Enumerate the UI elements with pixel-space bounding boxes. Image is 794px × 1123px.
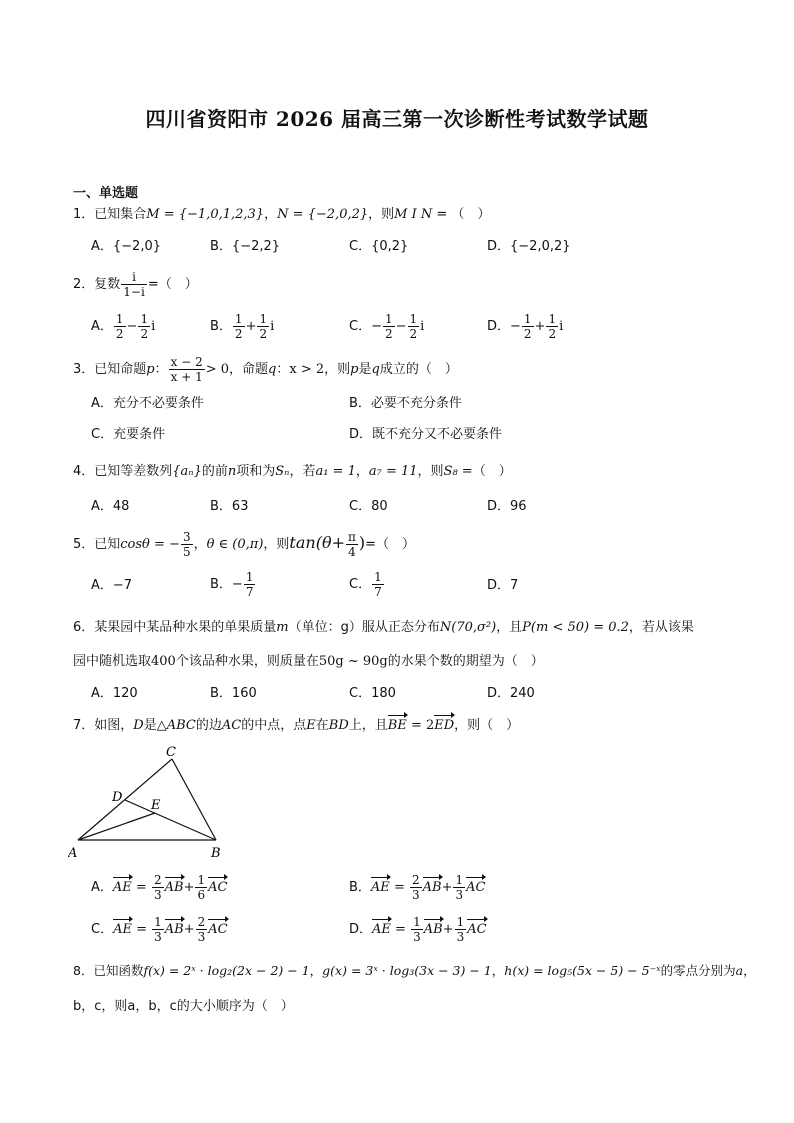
q2d-n1: 1 bbox=[523, 312, 532, 326]
q4-t2: 项和为 bbox=[236, 464, 276, 479]
q8-g: g(x) = 3ˣ · log₃(3x − 3) − 1 bbox=[322, 963, 492, 978]
q4-sn: Sₙ bbox=[275, 464, 290, 479]
q5b-prefix: B．− bbox=[210, 577, 243, 592]
question-8-line-1 bbox=[73, 962, 756, 980]
q2c-op: − bbox=[395, 319, 407, 334]
q2d-suffix: i bbox=[559, 319, 564, 334]
q7c-op: + bbox=[183, 922, 195, 937]
q2b-prefix: B． bbox=[210, 319, 232, 334]
q6-line1c: ，且 bbox=[496, 620, 523, 635]
q7a-prefix: A． bbox=[91, 880, 113, 895]
q7b-op: + bbox=[441, 880, 453, 895]
q3-option-d[interactable]: D．既不充分又不必要条件 bbox=[349, 427, 503, 442]
q7-eq-mid: = 2 bbox=[406, 718, 435, 733]
q5-option-c[interactable] bbox=[349, 570, 385, 599]
q2a-prefix: A． bbox=[91, 319, 113, 334]
segment-bd bbox=[125, 800, 216, 840]
q2b-frac1 bbox=[233, 312, 245, 341]
q7-t3: 的中点，点 bbox=[241, 718, 307, 733]
q6-option-b[interactable]: B．160 bbox=[210, 686, 257, 701]
q7b-lhs: AE bbox=[370, 880, 390, 895]
segment-ae bbox=[78, 813, 155, 840]
q4-s8: S₈ = bbox=[443, 464, 473, 479]
q7b-d1: 3 bbox=[411, 888, 420, 902]
q6-line1b: （单位：g）服从正态分布 bbox=[288, 620, 440, 635]
q3-num: x − 2 bbox=[170, 355, 203, 369]
q2c-frac1 bbox=[383, 312, 395, 341]
q6-line2a: 园中随机选取 bbox=[73, 654, 152, 669]
edge-bc bbox=[172, 759, 216, 840]
q5-option-a[interactable]: A．−7 bbox=[91, 578, 133, 593]
section-heading: 一、单选题 bbox=[73, 186, 139, 201]
q2a-frac2 bbox=[138, 312, 150, 341]
q7a-d2: 6 bbox=[197, 888, 206, 902]
q4-t3: ，若 bbox=[289, 464, 316, 479]
q6-line1a: 6．某果园中某品种水果的单果质量 bbox=[73, 620, 277, 635]
q6-range: 50g ~ 90g bbox=[318, 654, 388, 669]
q7c-n1: 1 bbox=[154, 915, 162, 929]
q2-label: 2．复数 bbox=[73, 277, 121, 292]
question-8-line-2: b，c，则a，b，c的大小顺序为（ ） bbox=[73, 999, 294, 1014]
q7d-frac1 bbox=[411, 915, 423, 944]
q7b-prefix: B． bbox=[349, 880, 371, 895]
q2c-d1: 2 bbox=[384, 327, 393, 341]
q7d-v1: AB bbox=[423, 922, 443, 937]
q7-t1: 是 bbox=[143, 718, 157, 733]
q7d-v2: AC bbox=[467, 922, 487, 937]
q2-option-a[interactable] bbox=[91, 312, 155, 341]
triangle-figure bbox=[68, 745, 238, 865]
q7a-frac1 bbox=[152, 873, 164, 902]
q2d-frac1 bbox=[522, 312, 534, 341]
q3-mid: ，命题 bbox=[229, 362, 269, 377]
q3-den: x + 1 bbox=[170, 370, 203, 384]
q8-sep1: ， bbox=[309, 963, 323, 978]
q2d-op: + bbox=[534, 319, 546, 334]
q7a-n2: 1 bbox=[197, 873, 206, 887]
q4-option-a[interactable]: A．48 bbox=[91, 499, 130, 514]
q4-label: 4．已知等差数列 bbox=[73, 464, 173, 479]
q7d-d1: 3 bbox=[413, 930, 421, 944]
q7-e: E bbox=[306, 718, 316, 733]
q2a-op: − bbox=[126, 319, 138, 334]
q3-option-b[interactable]: B．必要不充分条件 bbox=[349, 396, 462, 411]
page-title: 四川省资阳市 2026 届高三第一次诊断性考试数学试题 bbox=[145, 107, 649, 131]
q4-a7: a₇ = 11 bbox=[368, 464, 418, 479]
q5b-frac bbox=[244, 570, 256, 599]
q3-then: ，则 bbox=[324, 362, 351, 377]
q7d-frac2 bbox=[455, 915, 467, 944]
question-4 bbox=[73, 463, 512, 481]
q5-cos: cosθ = − bbox=[120, 537, 180, 552]
q4-option-c[interactable]: C．80 bbox=[349, 499, 388, 514]
q7-t2: 的边 bbox=[195, 718, 222, 733]
q7-d: D bbox=[133, 718, 144, 733]
q4-sep: ， bbox=[355, 464, 369, 479]
q5-option-b[interactable] bbox=[210, 570, 256, 599]
question-3 bbox=[73, 355, 458, 384]
q2a-d2: 2 bbox=[140, 327, 149, 341]
q5-pinum: π bbox=[347, 530, 356, 544]
question-7 bbox=[73, 717, 519, 735]
q8-f: f(x) = 2ˣ · log₂(2x − 2) − 1 bbox=[143, 963, 310, 978]
q7d-n1: 1 bbox=[413, 915, 421, 929]
q4-tail: （ ） bbox=[472, 464, 512, 479]
q3-q2: q bbox=[371, 362, 380, 377]
q5b-den: 7 bbox=[245, 585, 254, 599]
question-6-line-1 bbox=[73, 619, 694, 637]
q7-ac: AC bbox=[221, 718, 242, 733]
q3-fraction bbox=[169, 355, 205, 384]
q7c-prefix: C． bbox=[91, 922, 114, 937]
q3-gt: > 0 bbox=[205, 362, 230, 377]
q1-sep: ， bbox=[264, 207, 278, 222]
q6-option-a[interactable]: A．120 bbox=[91, 686, 138, 701]
q2a-suffix: i bbox=[151, 319, 156, 334]
q8-c1: ， bbox=[743, 963, 756, 978]
q7-option-b[interactable]: B．AE = $\frac{2}{3}$ AB+ $\frac{1}{3}$ AC bbox=[349, 873, 486, 902]
q7-label: 7．如图， bbox=[73, 718, 134, 733]
q1-set-n: N = {−2,0,2} bbox=[277, 207, 369, 222]
q7-vec-be: BE bbox=[387, 718, 407, 733]
q7d-op: + bbox=[442, 922, 454, 937]
q7-tri: △ABC bbox=[156, 718, 196, 733]
q7a-lhs: AE bbox=[112, 880, 132, 895]
q7c-n2: 2 bbox=[197, 915, 206, 929]
q7b-d2: 3 bbox=[455, 888, 464, 902]
q2d-n2: 1 bbox=[548, 312, 557, 326]
q3-label: 3．已知命题 bbox=[73, 362, 147, 377]
q7-t4: 在 bbox=[315, 718, 329, 733]
q4-a1: a₁ = 1 bbox=[315, 464, 356, 479]
q7c-lhs: AE bbox=[113, 922, 132, 937]
q8-a: a bbox=[735, 963, 744, 978]
q2-option-d[interactable] bbox=[487, 312, 563, 341]
q2b-op: + bbox=[245, 319, 257, 334]
q2c-suffix: i bbox=[420, 319, 425, 334]
q7c-frac2 bbox=[196, 915, 208, 944]
q7a-frac2 bbox=[195, 873, 207, 902]
q2c-n2: 1 bbox=[409, 312, 418, 326]
q7d-n2: 1 bbox=[456, 915, 465, 929]
q2a-n1: 1 bbox=[115, 312, 124, 326]
q7d-prefix: D． bbox=[349, 922, 373, 937]
q7a-n1: 2 bbox=[153, 873, 162, 887]
q7-option-c[interactable]: C．AE = $\frac{1}{3}$ AB+ $\frac{2}{3}$ AC bbox=[91, 915, 228, 944]
q2b-n2: 1 bbox=[259, 312, 268, 326]
vertex-label-a: A bbox=[68, 846, 78, 861]
q7-t5: 上，且 bbox=[348, 718, 388, 733]
q2a-n2: 1 bbox=[140, 312, 149, 326]
q7a-v2: AC bbox=[208, 880, 228, 895]
vertex-label-d: D bbox=[112, 790, 123, 805]
q2c-prefix: C．− bbox=[349, 319, 382, 334]
q7-bd: BD bbox=[328, 718, 349, 733]
q7c-frac1 bbox=[152, 915, 164, 944]
q5c-prefix: C． bbox=[349, 577, 372, 592]
q3-p: p bbox=[146, 362, 155, 377]
q7-option-a[interactable]: A．AE = $\frac{2}{3}$ AB+ $\frac{1}{6}$ AC bbox=[91, 873, 228, 902]
q5c-den: 7 bbox=[374, 585, 382, 599]
q1-set-m: M = {−1,0,1,2,3} bbox=[146, 207, 265, 222]
q7b-frac1 bbox=[410, 873, 422, 902]
q1-label: 1．已知集合 bbox=[73, 207, 147, 222]
q3-colon: ： bbox=[154, 362, 168, 377]
q4-option-b[interactable]: B．63 bbox=[210, 499, 249, 514]
q7c-d1: 3 bbox=[154, 930, 162, 944]
q7-vec-ed: ED bbox=[434, 718, 455, 733]
q2-num: i bbox=[121, 270, 147, 285]
q6-line2b: 个该品种水果，则质量在 bbox=[175, 654, 319, 669]
q3-q: q bbox=[268, 362, 277, 377]
q5-label: 5．已知 bbox=[73, 537, 121, 552]
q1-option-c[interactable]: C．{0,2} bbox=[349, 239, 409, 254]
q5-tan: tan(θ+ bbox=[289, 533, 345, 552]
q3-p2: p bbox=[350, 362, 359, 377]
q6-line2c: 的水果个数的期望为（ ） bbox=[387, 654, 544, 669]
q2-den: 1−i bbox=[123, 285, 145, 299]
vertex-label-c: C bbox=[166, 745, 176, 760]
q4-option-d[interactable]: D．96 bbox=[487, 499, 527, 514]
q1-option-b[interactable]: B．{−2,2} bbox=[210, 239, 281, 254]
q5-then: ，则 bbox=[263, 537, 290, 552]
q2d-frac2 bbox=[546, 312, 558, 341]
q2b-n1: 1 bbox=[234, 312, 243, 326]
q6-count: 400 bbox=[151, 654, 176, 669]
q2-tail: =（ ） bbox=[147, 277, 198, 292]
q3-is: 是 bbox=[358, 362, 372, 377]
q6-prob: P(m < 50) = 0.2 bbox=[522, 620, 629, 635]
q3-tail: 成立的（ ） bbox=[379, 362, 458, 377]
q1-option-a[interactable]: A．{−2,0} bbox=[91, 239, 162, 254]
q1-then: ，则 bbox=[368, 207, 395, 222]
q5-num: 3 bbox=[182, 530, 191, 544]
q4-t1: 的前 bbox=[201, 464, 228, 479]
q7d-d2: 3 bbox=[456, 930, 465, 944]
q8-label: 8．已知函数 bbox=[73, 963, 144, 978]
q2d-d1: 2 bbox=[523, 327, 532, 341]
q1-option-d[interactable]: D．{−2,0,2} bbox=[487, 239, 571, 254]
q7b-n1: 2 bbox=[411, 873, 420, 887]
q2b-frac2 bbox=[257, 312, 269, 341]
q7-option-d[interactable]: D．AE = $\frac{1}{3}$ AB+ $\frac{1}{3}$ AC bbox=[349, 915, 487, 944]
q5-den: 5 bbox=[182, 545, 191, 559]
q1-tail: = （ ） bbox=[432, 207, 491, 222]
question-1 bbox=[73, 206, 490, 224]
q2a-frac1 bbox=[114, 312, 126, 341]
q8-h: h(x) = log₅(5x − 5) − 5⁻ˣ bbox=[504, 963, 661, 978]
q5c-frac bbox=[372, 570, 384, 599]
q7d-lhs: AE bbox=[372, 922, 391, 937]
q6-option-d[interactable]: D．240 bbox=[487, 686, 535, 701]
q7a-d1: 3 bbox=[153, 888, 162, 902]
q5-sep: ， bbox=[193, 537, 207, 552]
q2c-n1: 1 bbox=[384, 312, 393, 326]
question-5 bbox=[73, 530, 415, 559]
q2d-prefix: D．− bbox=[487, 319, 521, 334]
q4-seq: {aₙ} bbox=[172, 464, 202, 479]
q2a-d1: 2 bbox=[115, 327, 124, 341]
q5-option-d[interactable]: D．7 bbox=[487, 578, 519, 593]
q2b-suffix: i bbox=[270, 319, 275, 334]
q6-option-c[interactable]: C．180 bbox=[349, 686, 396, 701]
q5b-num: 1 bbox=[245, 570, 254, 584]
q7a-op: + bbox=[183, 880, 195, 895]
q5-fraction bbox=[181, 530, 193, 559]
q5c-num: 1 bbox=[374, 570, 382, 584]
q5-piden: 4 bbox=[348, 545, 356, 559]
q5-pi-fraction bbox=[346, 530, 358, 559]
q5-tail: =（ ） bbox=[365, 537, 416, 552]
q2c-frac2 bbox=[408, 312, 420, 341]
vertex-label-e: E bbox=[151, 798, 161, 813]
q6-dist: N(70,σ²) bbox=[439, 620, 497, 635]
q4-n: n bbox=[227, 464, 237, 479]
q3-qcond: ：x > 2 bbox=[276, 362, 325, 377]
q2b-d2: 2 bbox=[259, 327, 268, 341]
q7b-frac2 bbox=[453, 873, 465, 902]
q7-tail: ，则（ ） bbox=[454, 718, 520, 733]
q3-option-c[interactable]: C．充要条件 bbox=[91, 427, 166, 442]
q2-option-b[interactable] bbox=[210, 312, 274, 341]
question-6-line-2 bbox=[73, 653, 544, 671]
q7c-d2: 3 bbox=[197, 930, 206, 944]
q1-expr: M I N bbox=[394, 207, 433, 222]
q2c-d2: 2 bbox=[409, 327, 418, 341]
q3-option-a[interactable]: A．充分不必要条件 bbox=[91, 396, 204, 411]
q7a-v1: AB bbox=[164, 880, 184, 895]
q2-fraction bbox=[121, 270, 147, 299]
q2d-d2: 2 bbox=[548, 327, 557, 341]
q5-close: ) bbox=[358, 533, 366, 552]
q7b-v1: AB bbox=[422, 880, 442, 895]
q8-sep2: ， bbox=[491, 963, 505, 978]
q7c-v1: AB bbox=[164, 922, 184, 937]
q8-tail: 的零点分别为 bbox=[660, 963, 736, 978]
q6-m: m bbox=[276, 620, 289, 635]
q6-line1d: ，若从该果 bbox=[628, 620, 694, 635]
question-2 bbox=[73, 270, 198, 299]
q7b-n2: 1 bbox=[455, 873, 464, 887]
q5-theta: θ ∈ (0,π) bbox=[206, 537, 264, 552]
q7b-v2: AC bbox=[466, 880, 486, 895]
q7c-v2: AC bbox=[208, 922, 228, 937]
q2b-d1: 2 bbox=[234, 327, 243, 341]
q4-t4: ，则 bbox=[417, 464, 444, 479]
vertex-label-b: B bbox=[211, 846, 221, 861]
q2-option-c[interactable] bbox=[349, 312, 424, 341]
